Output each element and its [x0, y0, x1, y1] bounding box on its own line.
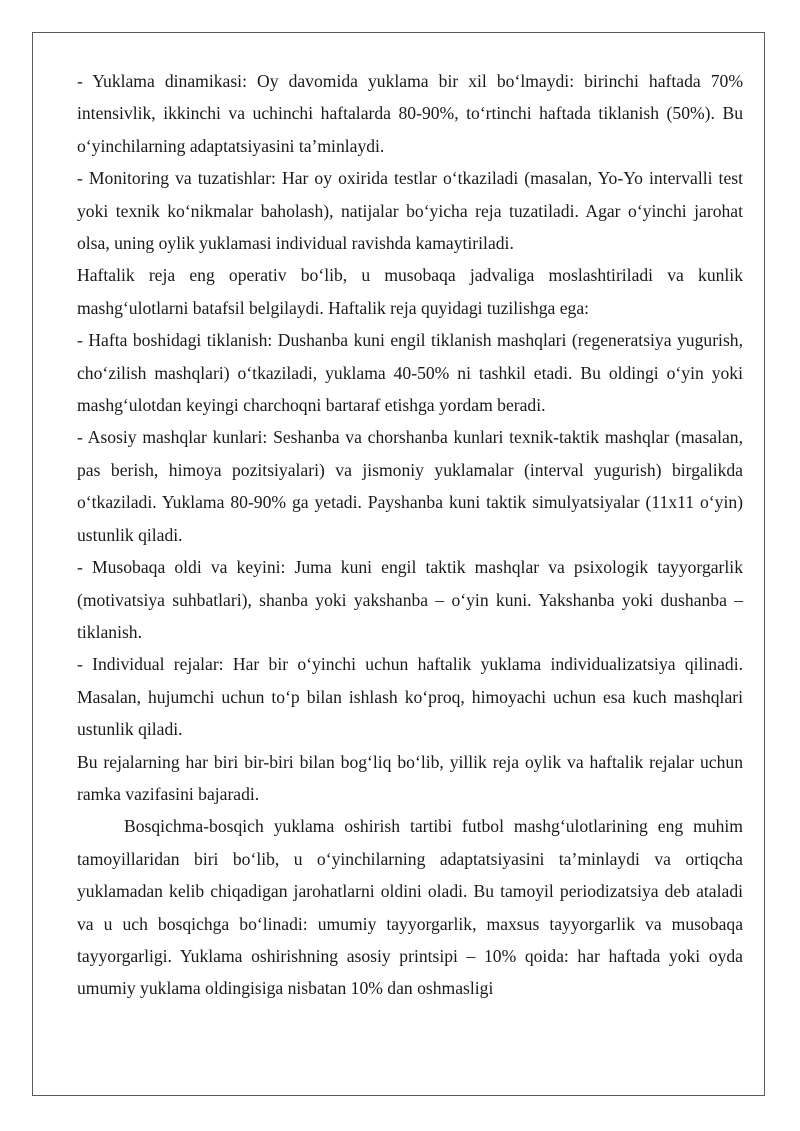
paragraph-individual-plans: - Individual rejalar: Har bir o‘yinchi uchun haftalik yuklama individualizatsiya qilinadi. Masalan, hujumchi uchun to‘p bilan ishlash ko‘proq, himoyachi uchun esa kuch mashqlari ustunlik qiladi. — [77, 654, 743, 740]
paragraph-main-training-days: - Asosiy mashqlar kunlari: Seshanba va chorshanba kunlari texnik-taktik mashqlar (masalan, pas berish, himoya pozitsiyalari) va jismoniy yuklamalar (interval yugurish) birgalikda o‘tkaziladi. Yuklama 80-90% ga yetadi. Payshanba kuni taktik simulyatsiyalar (11x11 o‘yin) ustunlik qiladi. — [77, 427, 743, 545]
paragraph-plans-summary: Bu rejalarning har biri bir-biri bilan bog‘liq bo‘lib, yillik reja oylik va haftalik rejalar uchun ramka vazifasini bajaradi. — [77, 751, 743, 804]
paragraph-weekly-plan-intro: Haftalik reja eng operativ bo‘lib, u musobaqa jadvaliga moslashtiriladi va kunlik mashg‘ulotlarni batafsil belgilaydi. Haftalik reja quyidagi tuzilishga ega: — [77, 265, 743, 318]
paragraph-load-dynamics: - Yuklama dinamikasi: Oy davomida yuklama bir xil bo‘lmaydi: birinchi haftada 70% intensivlik, ikkinchi va uchinchi haftalarda 80-90%, to‘rtinchi haftada tiklanish (50%). Bu o‘yinchilarning adaptatsiyasini ta’minlaydi. — [77, 71, 743, 156]
paragraph-monitoring: - Monitoring va tuzatishlar: Har oy oxirida testlar o‘tkaziladi (masalan, Yo-Yo intervalli test yoki texnik ko‘nikmalar baholash), natijalar bo‘yicha reja tuzatiladi. Agar o‘yinchi jarohat olsa, uning oylik yuklamasi individual ravishda kamaytiriladi. — [77, 168, 743, 254]
paragraph-week-start-recovery: - Hafta boshidagi tiklanish: Dushanba kuni engil tiklanish mashqlari (regeneratsiya yugurish, cho‘zilish mashqlari) o‘tkaziladi, yuklama 40-50% ni tashkil etadi. Bu oldingi o‘yin yoki mashg‘ulotdan keyingi charchoqni bartaraf etishga yordam beradi. — [77, 330, 743, 416]
document-body — [77, 65, 743, 1005]
paragraph-progressive-load: Bosqichma-bosqich yuklama oshirish tartibi futbol mashg‘ulotlarining eng muhim tamoyillaridan biri bo‘lib, u o‘yinchilarning adaptatsiyasini ta’minlaydi va ortiqcha yuklamadan kelib chiqadigan jarohatlarni oldini oladi. Bu tamoyil periodizatsiya deb ataladi va u uch bosqichga bo‘linadi: umumiy tayyorgarlik, maxsus tayyorgarlik va musobaqa tayyorgarligi. Yuklama oshirishning asosiy printsipi – 10% qoida: har haftada yoki oyda umumiy yuklama oldingisiga nisbatan 10% dan oshmasligi — [77, 816, 743, 999]
paragraph-pre-post-match: - Musobaqa oldi va keyini: Juma kuni engil taktik mashqlar va psixologik tayyorgarlik (motivatsiya suhbatlari), shanba yoki yakshanba – o‘yin kuni. Yakshanba yoki dushanba – tiklanish. — [77, 557, 743, 642]
